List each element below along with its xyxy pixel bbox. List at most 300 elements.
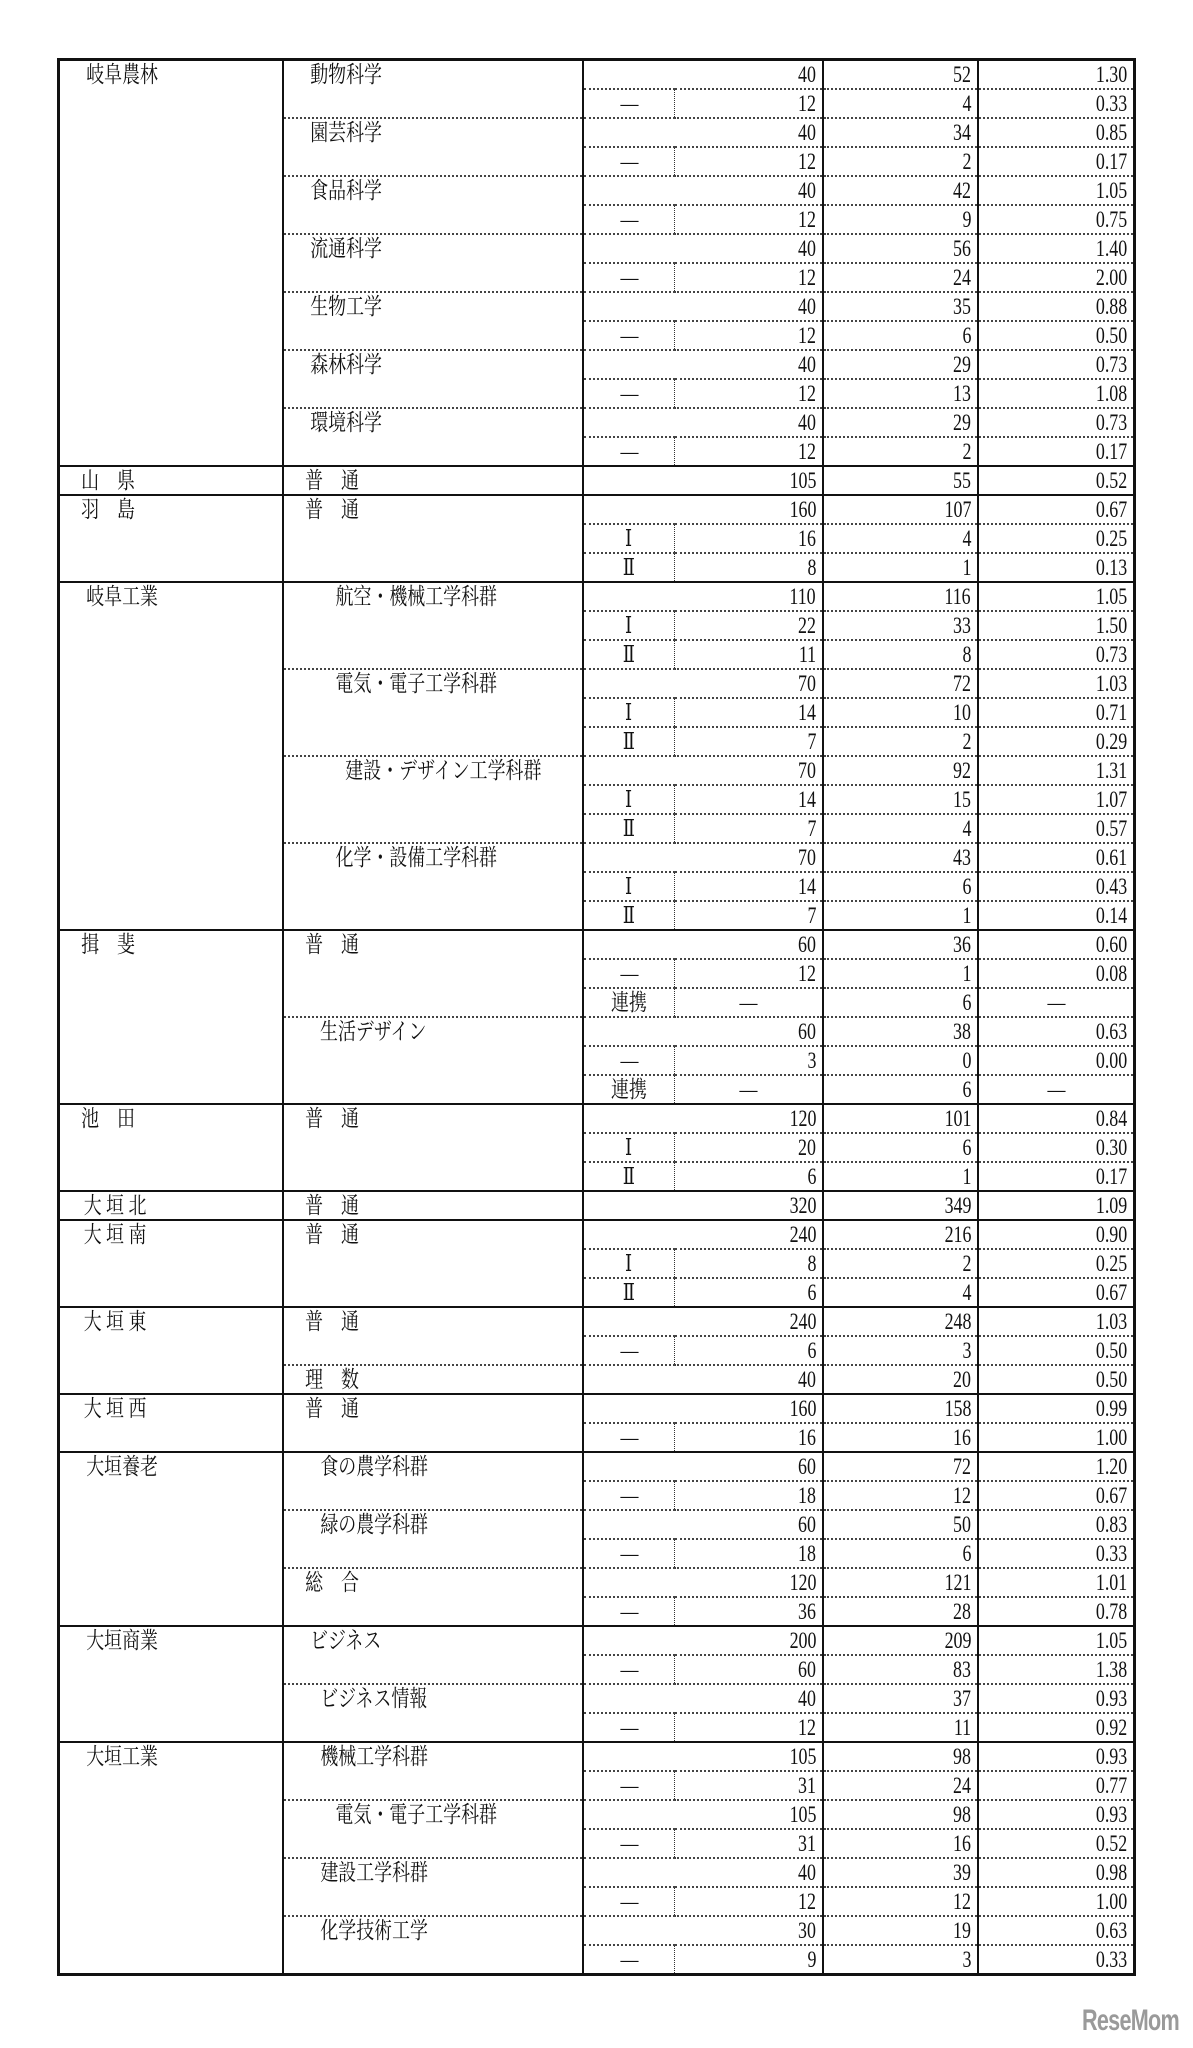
- applicants-cell: [823, 901, 978, 930]
- ratio-cell: [978, 1887, 1135, 1916]
- applicants-cell: [823, 814, 978, 843]
- quota-type-cell: [583, 698, 675, 727]
- capacity-cell-text: 12: [798, 439, 816, 464]
- school-name-text: 大 垣 西: [83, 1396, 147, 1421]
- department-name-text: 食の農学科群: [320, 1454, 428, 1479]
- ratio-cell: [978, 1046, 1135, 1075]
- applicants-cell: [823, 582, 978, 611]
- ratio-cell: [978, 1307, 1135, 1336]
- ratio-cell-text: 0.73: [1095, 352, 1127, 377]
- capacity-cell-text: 40: [798, 410, 816, 435]
- department-name-text: ビジネス: [310, 1628, 382, 1653]
- department-name: [283, 1220, 583, 1307]
- capacity-cell: [583, 1307, 823, 1336]
- department-name-text: 電気・電子工学科群: [335, 671, 497, 696]
- applicants-cell-text: 101: [944, 1106, 971, 1131]
- department-name: [283, 1916, 583, 1975]
- quota-type-cell-text: —: [620, 207, 638, 232]
- capacity-cell-text: 8: [807, 1251, 816, 1276]
- capacity-cell-text: 320: [789, 1193, 816, 1218]
- ratio-cell-text: 0.57: [1095, 816, 1127, 841]
- applicants-cell: [823, 1278, 978, 1307]
- quota-type-cell-text: Ⅱ: [622, 1164, 636, 1189]
- quota-type-cell: [583, 1046, 675, 1075]
- applicants-cell-text: 35: [953, 294, 971, 319]
- admission-ratio-table: [57, 58, 1136, 1976]
- capacity-cell-text: 7: [807, 903, 816, 928]
- applicants-cell: [823, 785, 978, 814]
- quota-type-cell-text: —: [620, 1541, 638, 1566]
- applicants-cell-text: 107: [944, 497, 971, 522]
- ratio-cell-text: 2.00: [1095, 265, 1127, 290]
- applicants-cell-text: 2: [962, 149, 971, 174]
- applicants-cell-text: 4: [962, 526, 971, 551]
- applicants-cell-text: 56: [953, 236, 971, 261]
- capacity-cell: [675, 640, 824, 669]
- table-row: [59, 1104, 1135, 1133]
- ratio-cell-text: —: [1047, 1077, 1065, 1102]
- applicants-cell-text: 52: [953, 62, 971, 87]
- capacity-cell-text: 14: [798, 874, 816, 899]
- capacity-cell-text: 40: [798, 120, 816, 145]
- quota-type-cell: [583, 640, 675, 669]
- quota-type-cell-text: Ⅱ: [622, 642, 636, 667]
- ratio-cell: [978, 205, 1135, 234]
- applicants-cell: [823, 988, 978, 1017]
- school-name: [59, 930, 284, 1104]
- applicants-cell-text: 6: [962, 1541, 971, 1566]
- applicants-cell-text: 43: [953, 845, 971, 870]
- school-name: [59, 1452, 284, 1626]
- department-name: [283, 292, 583, 350]
- ratio-cell: [978, 1597, 1135, 1626]
- ratio-cell-text: 0.60: [1095, 932, 1127, 957]
- department-name-text: 普 通: [305, 1106, 359, 1131]
- department-name-text: 航空・機械工学科群: [335, 584, 497, 609]
- applicants-cell: [823, 1597, 978, 1626]
- quota-type-cell: [583, 785, 675, 814]
- capacity-cell: [675, 437, 824, 466]
- applicants-cell-text: 34: [953, 120, 971, 145]
- applicants-cell: [823, 930, 978, 959]
- applicants-cell: [823, 263, 978, 292]
- school-name: [59, 60, 284, 467]
- applicants-cell-text: 116: [944, 584, 971, 609]
- applicants-cell-text: 10: [953, 700, 971, 725]
- ratio-cell-text: 1.05: [1095, 1628, 1127, 1653]
- capacity-cell: [583, 466, 823, 495]
- applicants-cell-text: 0: [962, 1048, 971, 1073]
- ratio-cell: [978, 1771, 1135, 1800]
- ratio-cell-text: 0.77: [1095, 1773, 1127, 1798]
- ratio-cell-text: 0.92: [1095, 1715, 1127, 1740]
- ratio-cell-text: 0.50: [1095, 1338, 1127, 1363]
- capacity-cell-text: 40: [798, 178, 816, 203]
- ratio-cell: [978, 988, 1135, 1017]
- ratio-cell: [978, 1191, 1135, 1220]
- ratio-cell: [978, 901, 1135, 930]
- ratio-cell-text: 0.25: [1095, 526, 1127, 551]
- capacity-cell: [675, 1597, 824, 1626]
- capacity-cell-text: 14: [798, 700, 816, 725]
- capacity-cell: [583, 1510, 823, 1539]
- capacity-cell-text: 11: [798, 642, 816, 667]
- ratio-cell: [978, 263, 1135, 292]
- quota-type-cell: [583, 1655, 675, 1684]
- ratio-cell-text: 0.61: [1095, 845, 1127, 870]
- department-name: [283, 1104, 583, 1191]
- department-name-text: 普 通: [305, 1396, 359, 1421]
- capacity-cell: [675, 988, 824, 1017]
- capacity-cell: [675, 1162, 824, 1191]
- applicants-cell: [823, 1800, 978, 1829]
- school-name-text: 大 垣 北: [83, 1193, 147, 1218]
- ratio-cell-text: 0.52: [1095, 468, 1127, 493]
- applicants-cell-text: 209: [944, 1628, 971, 1653]
- quota-type-cell-text: Ⅱ: [622, 816, 636, 841]
- department-name: [283, 1684, 583, 1742]
- applicants-cell: [823, 1365, 978, 1394]
- applicants-cell-text: 72: [953, 1454, 971, 1479]
- applicants-cell: [823, 495, 978, 524]
- applicants-cell-text: 12: [953, 1483, 971, 1508]
- ratio-cell: [978, 437, 1135, 466]
- capacity-cell: [675, 1481, 824, 1510]
- quota-type-cell-text: —: [620, 1425, 638, 1450]
- quota-type-cell: [583, 437, 675, 466]
- table-row: [59, 1626, 1135, 1655]
- applicants-cell: [823, 611, 978, 640]
- applicants-cell-text: 2: [962, 1251, 971, 1276]
- applicants-cell: [823, 89, 978, 118]
- applicants-cell-text: 4: [962, 91, 971, 116]
- applicants-cell: [823, 1075, 978, 1104]
- ratio-cell-text: 0.73: [1095, 410, 1127, 435]
- capacity-cell: [583, 1858, 823, 1887]
- applicants-cell: [823, 1655, 978, 1684]
- school-name-text: 大 垣 南: [83, 1222, 147, 1247]
- department-name: [283, 60, 583, 119]
- quota-type-cell-text: Ⅰ: [625, 1251, 633, 1276]
- department-name-text: 電気・電子工学科群: [335, 1802, 497, 1827]
- quota-type-cell-text: 連携: [611, 1077, 647, 1102]
- ratio-cell: [978, 1452, 1135, 1481]
- department-name-text: 流通科学: [310, 236, 382, 261]
- school-name: [59, 466, 284, 495]
- quota-type-cell: [583, 1481, 675, 1510]
- capacity-cell-text: 200: [789, 1628, 816, 1653]
- capacity-cell-text: 12: [798, 381, 816, 406]
- capacity-cell-text: 40: [798, 1860, 816, 1885]
- capacity-cell-text: 160: [789, 497, 816, 522]
- applicants-cell: [823, 524, 978, 553]
- applicants-cell: [823, 1046, 978, 1075]
- ratio-cell-text: 1.03: [1095, 1309, 1127, 1334]
- capacity-cell-text: 36: [798, 1599, 816, 1624]
- quota-type-cell-text: —: [620, 381, 638, 406]
- ratio-cell-text: 0.93: [1095, 1802, 1127, 1827]
- ratio-cell: [978, 553, 1135, 582]
- quota-type-cell: [583, 321, 675, 350]
- department-name: [283, 1626, 583, 1684]
- ratio-cell: [978, 843, 1135, 872]
- capacity-cell: [583, 292, 823, 321]
- table-row: [59, 1307, 1135, 1336]
- ratio-cell-text: 0.71: [1095, 700, 1127, 725]
- applicants-cell-text: 8: [962, 642, 971, 667]
- ratio-cell-text: 0.50: [1095, 323, 1127, 348]
- quota-type-cell: [583, 1829, 675, 1858]
- capacity-cell: [583, 118, 823, 147]
- department-name-text: 園芸科学: [310, 120, 382, 145]
- ratio-cell-text: 0.33: [1095, 1541, 1127, 1566]
- table-row: [59, 1191, 1135, 1220]
- quota-type-cell-text: Ⅱ: [622, 729, 636, 754]
- school-name: [59, 1220, 284, 1307]
- department-name-text: 動物科学: [310, 62, 382, 87]
- ratio-cell-text: 0.67: [1095, 1483, 1127, 1508]
- department-name: [283, 1365, 583, 1394]
- ratio-cell: [978, 147, 1135, 176]
- applicants-cell: [823, 205, 978, 234]
- school-name: [59, 1394, 284, 1452]
- applicants-cell: [823, 147, 978, 176]
- ratio-cell-text: 0.83: [1095, 1512, 1127, 1537]
- ratio-cell: [978, 1133, 1135, 1162]
- applicants-cell: [823, 234, 978, 263]
- school-name-text: 岐阜工業: [86, 584, 158, 609]
- ratio-cell-text: —: [1047, 990, 1065, 1015]
- quota-type-cell-text: —: [620, 91, 638, 116]
- quota-type-cell-text: Ⅰ: [625, 787, 633, 812]
- capacity-cell: [675, 872, 824, 901]
- capacity-cell: [675, 1655, 824, 1684]
- capacity-cell: [583, 350, 823, 379]
- applicants-cell: [823, 1626, 978, 1655]
- applicants-cell: [823, 727, 978, 756]
- quota-type-cell-text: Ⅱ: [622, 1280, 636, 1305]
- department-name: [283, 1191, 583, 1220]
- applicants-cell: [823, 408, 978, 437]
- ratio-cell: [978, 785, 1135, 814]
- capacity-cell: [583, 1365, 823, 1394]
- ratio-cell-text: 0.99: [1095, 1396, 1127, 1421]
- capacity-cell-text: 70: [798, 845, 816, 870]
- school-name-text: 羽 島: [81, 497, 135, 522]
- applicants-cell: [823, 1742, 978, 1771]
- applicants-cell: [823, 1394, 978, 1423]
- capacity-cell-text: 14: [798, 787, 816, 812]
- capacity-cell-text: 60: [798, 1657, 816, 1682]
- quota-type-cell-text: —: [620, 1483, 638, 1508]
- department-name: [283, 582, 583, 669]
- capacity-cell: [675, 553, 824, 582]
- quota-type-cell: [583, 1162, 675, 1191]
- ratio-cell-text: 1.40: [1095, 236, 1127, 261]
- applicants-cell-text: 72: [953, 671, 971, 696]
- capacity-cell-text: 160: [789, 1396, 816, 1421]
- capacity-cell: [675, 698, 824, 727]
- capacity-cell: [675, 1133, 824, 1162]
- capacity-cell: [675, 1829, 824, 1858]
- ratio-cell: [978, 89, 1135, 118]
- capacity-cell-text: 6: [807, 1338, 816, 1363]
- quota-type-cell-text: Ⅰ: [625, 1135, 633, 1160]
- ratio-cell: [978, 1104, 1135, 1133]
- quota-type-cell: [583, 1713, 675, 1742]
- capacity-cell: [675, 1539, 824, 1568]
- applicants-cell: [823, 1133, 978, 1162]
- quota-type-cell: [583, 205, 675, 234]
- school-name-text: 大垣商業: [86, 1628, 158, 1653]
- school-name: [59, 1191, 284, 1220]
- department-name: [283, 1742, 583, 1800]
- applicants-cell-text: 1: [962, 555, 971, 580]
- applicants-cell-text: 12: [953, 1889, 971, 1914]
- capacity-cell: [583, 1916, 823, 1945]
- department-name: [283, 1800, 583, 1858]
- ratio-cell-text: 0.17: [1095, 1164, 1127, 1189]
- ratio-cell: [978, 1278, 1135, 1307]
- table-row: [59, 1394, 1135, 1423]
- quota-type-cell-text: —: [620, 439, 638, 464]
- capacity-cell: [583, 1800, 823, 1829]
- applicants-cell: [823, 1452, 978, 1481]
- capacity-cell-text: 12: [798, 149, 816, 174]
- ratio-cell: [978, 756, 1135, 785]
- ratio-cell-text: 0.30: [1095, 1135, 1127, 1160]
- department-name-text: 総 合: [305, 1570, 359, 1595]
- ratio-cell: [978, 321, 1135, 350]
- capacity-cell-text: —: [739, 1077, 758, 1102]
- applicants-cell-text: 83: [953, 1657, 971, 1682]
- department-name: [283, 756, 583, 843]
- ratio-cell-text: 0.67: [1095, 1280, 1127, 1305]
- applicants-cell: [823, 60, 978, 90]
- ratio-cell-text: 0.90: [1095, 1222, 1127, 1247]
- quota-type-cell-text: Ⅰ: [625, 613, 633, 638]
- applicants-cell: [823, 1423, 978, 1452]
- ratio-cell-text: 0.14: [1095, 903, 1127, 928]
- applicants-cell-text: 11: [953, 1715, 971, 1740]
- ratio-cell-text: 0.13: [1095, 555, 1127, 580]
- ratio-cell: [978, 669, 1135, 698]
- ratio-cell-text: 0.00: [1095, 1048, 1127, 1073]
- school-name-text: 揖 斐: [81, 932, 135, 957]
- ratio-cell-text: 0.85: [1095, 120, 1127, 145]
- applicants-cell-text: 98: [953, 1802, 971, 1827]
- capacity-cell-text: 12: [798, 91, 816, 116]
- department-name-text: 緑の農学科群: [320, 1512, 428, 1537]
- quota-type-cell: [583, 872, 675, 901]
- ratio-cell: [978, 1394, 1135, 1423]
- ratio-cell: [978, 814, 1135, 843]
- capacity-cell: [583, 1742, 823, 1771]
- capacity-cell-text: 120: [789, 1106, 816, 1131]
- department-name-text: 生活デザイン: [320, 1019, 427, 1044]
- applicants-cell: [823, 1510, 978, 1539]
- capacity-cell-text: 60: [798, 932, 816, 957]
- ratio-cell-text: 1.20: [1095, 1454, 1127, 1479]
- capacity-cell: [675, 1423, 824, 1452]
- applicants-cell: [823, 553, 978, 582]
- quota-type-cell: [583, 1278, 675, 1307]
- ratio-cell: [978, 1336, 1135, 1365]
- department-name-text: 建設・デザイン工学科群: [345, 758, 542, 783]
- applicants-cell: [823, 321, 978, 350]
- ratio-cell: [978, 60, 1135, 90]
- department-name-text: 普 通: [305, 1222, 359, 1247]
- ratio-cell-text: 1.50: [1095, 613, 1127, 638]
- ratio-cell: [978, 1684, 1135, 1713]
- quota-type-cell-text: —: [620, 149, 638, 174]
- ratio-cell: [978, 1365, 1135, 1394]
- quota-type-cell: [583, 611, 675, 640]
- quota-type-cell-text: —: [620, 1715, 638, 1740]
- capacity-cell: [583, 1104, 823, 1133]
- department-name: [283, 1510, 583, 1568]
- school-name: [59, 582, 284, 930]
- ratio-cell-text: 0.88: [1095, 294, 1127, 319]
- capacity-cell-text: 7: [807, 816, 816, 841]
- applicants-cell: [823, 176, 978, 205]
- quota-type-cell: [583, 1539, 675, 1568]
- ratio-cell: [978, 698, 1135, 727]
- ratio-cell: [978, 1481, 1135, 1510]
- ratio-cell-text: 0.17: [1095, 439, 1127, 464]
- capacity-cell-text: 12: [798, 1889, 816, 1914]
- school-name-text: 池 田: [81, 1106, 135, 1131]
- capacity-cell-text: 22: [798, 613, 816, 638]
- quota-type-cell-text: —: [620, 1338, 638, 1363]
- quota-type-cell: [583, 1075, 675, 1104]
- applicants-cell-text: 248: [944, 1309, 971, 1334]
- capacity-cell: [675, 89, 824, 118]
- quota-type-cell-text: —: [620, 1048, 638, 1073]
- quota-type-cell-text: —: [620, 265, 638, 290]
- ratio-cell-text: 0.33: [1095, 91, 1127, 116]
- ratio-cell: [978, 466, 1135, 495]
- applicants-cell: [823, 1771, 978, 1800]
- capacity-cell: [675, 1278, 824, 1307]
- capacity-cell: [675, 785, 824, 814]
- quota-type-cell: [583, 814, 675, 843]
- applicants-cell-text: 29: [953, 410, 971, 435]
- capacity-cell-text: 240: [789, 1222, 816, 1247]
- quota-type-cell-text: —: [620, 961, 638, 986]
- quota-type-cell-text: —: [620, 1831, 638, 1856]
- capacity-cell: [583, 930, 823, 959]
- ratio-cell: [978, 872, 1135, 901]
- capacity-cell: [675, 814, 824, 843]
- capacity-cell-text: 60: [798, 1512, 816, 1537]
- ratio-cell: [978, 292, 1135, 321]
- capacity-cell-text: 8: [807, 555, 816, 580]
- applicants-cell: [823, 1858, 978, 1887]
- quota-type-cell: [583, 1771, 675, 1800]
- ratio-cell-text: 1.08: [1095, 381, 1127, 406]
- ratio-cell: [978, 1249, 1135, 1278]
- ratio-cell-text: 1.30: [1095, 62, 1127, 87]
- table-row: [59, 60, 1135, 90]
- ratio-cell: [978, 1075, 1135, 1104]
- applicants-cell: [823, 1916, 978, 1945]
- applicants-cell-text: 92: [953, 758, 971, 783]
- capacity-cell: [583, 1394, 823, 1423]
- department-name-text: 生物工学: [310, 294, 382, 319]
- applicants-cell-text: 216: [944, 1222, 971, 1247]
- capacity-cell-text: 240: [789, 1309, 816, 1334]
